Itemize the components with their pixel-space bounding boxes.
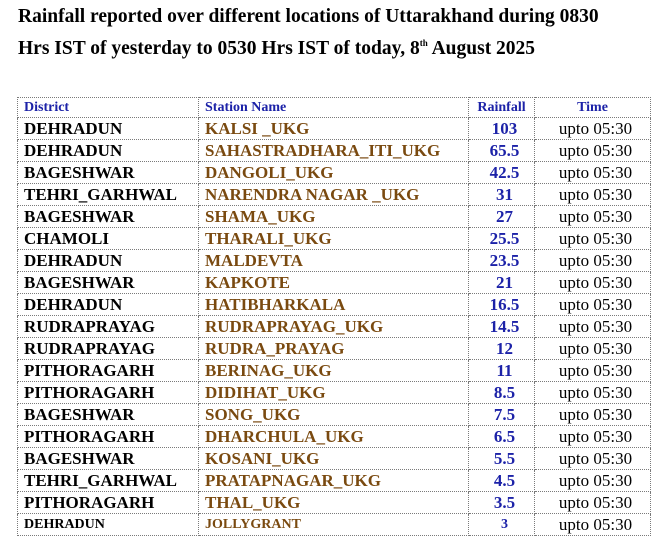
rainfall-cell: 12 xyxy=(469,338,535,360)
rainfall-cell: 3 xyxy=(469,514,535,536)
rainfall-cell: 42.5 xyxy=(469,162,535,184)
table-row xyxy=(18,250,651,272)
district-cell: TEHRI_GARHWAL xyxy=(18,470,199,492)
district-cell: BAGESHWAR xyxy=(18,162,199,184)
report-title xyxy=(18,4,599,62)
table-row xyxy=(18,492,651,514)
rainfall-cell: 4.5 xyxy=(469,470,535,492)
rainfall-cell: 65.5 xyxy=(469,140,535,162)
rainfall-table xyxy=(17,97,651,536)
table-body xyxy=(18,118,651,536)
table-row xyxy=(18,206,651,228)
table-row xyxy=(18,426,651,448)
district-cell: PITHORAGARH xyxy=(18,426,199,448)
title-line-2 xyxy=(18,30,599,62)
rainfall-cell: 16.5 xyxy=(469,294,535,316)
table-row xyxy=(18,382,651,404)
table-row xyxy=(18,162,651,184)
rainfall-cell: 14.5 xyxy=(469,316,535,338)
rainfall-cell: 5.5 xyxy=(469,448,535,470)
district-cell: RUDRAPRAYAG xyxy=(18,316,199,338)
district-cell: CHAMOLI xyxy=(18,228,199,250)
rainfall-cell: 31 xyxy=(469,184,535,206)
table-row xyxy=(18,118,651,140)
district-cell: PITHORAGARH xyxy=(18,360,199,382)
rainfall-cell: 103 xyxy=(469,118,535,140)
time-cell: upto 05:30 xyxy=(535,448,651,470)
rainfall-cell: 6.5 xyxy=(469,426,535,448)
time-cell: upto 05:30 xyxy=(535,228,651,250)
table-row xyxy=(18,316,651,338)
district-cell: BAGESHWAR xyxy=(18,206,199,228)
time-cell: upto 05:30 xyxy=(535,382,651,404)
time-cell: upto 05:30 xyxy=(535,118,651,140)
table-row xyxy=(18,140,651,162)
district-cell: DEHRADUN xyxy=(18,294,199,316)
table-row xyxy=(18,514,651,536)
station-cell: NARENDRA NAGAR _UKG xyxy=(199,184,469,206)
station-cell: SAHASTRADHARA_ITI_UKG xyxy=(199,140,469,162)
time-cell: upto 05:30 xyxy=(535,140,651,162)
rainfall-cell: 27 xyxy=(469,206,535,228)
district-cell: BAGESHWAR xyxy=(18,448,199,470)
time-cell: upto 05:30 xyxy=(535,360,651,382)
station-cell: BERINAG_UKG xyxy=(199,360,469,382)
district-cell: DEHRADUN xyxy=(18,250,199,272)
district-cell: TEHRI_GARHWAL xyxy=(18,184,199,206)
district-cell: BAGESHWAR xyxy=(18,272,199,294)
station-cell: PRATAPNAGAR_UKG xyxy=(199,470,469,492)
district-cell: PITHORAGARH xyxy=(18,492,199,514)
table-row xyxy=(18,228,651,250)
station-cell: SHAMA_UKG xyxy=(199,206,469,228)
station-cell: RUDRA_PRAYAG xyxy=(199,338,469,360)
table-row xyxy=(18,338,651,360)
table-row xyxy=(18,294,651,316)
district-cell: BAGESHWAR xyxy=(18,404,199,426)
table-row xyxy=(18,184,651,206)
station-cell: KALSI _UKG xyxy=(199,118,469,140)
header-district: District xyxy=(18,98,199,118)
district-cell: RUDRAPRAYAG xyxy=(18,338,199,360)
header-rainfall: Rainfall xyxy=(469,98,535,118)
time-cell: upto 05:30 xyxy=(535,316,651,338)
station-cell: DHARCHULA_UKG xyxy=(199,426,469,448)
time-cell: upto 05:30 xyxy=(535,294,651,316)
table-row xyxy=(18,470,651,492)
station-cell: KOSANI_UKG xyxy=(199,448,469,470)
station-cell: KAPKOTE xyxy=(199,272,469,294)
station-cell: HATIBHARKALA xyxy=(199,294,469,316)
time-cell: upto 05:30 xyxy=(535,426,651,448)
title-line-1: Rainfall reported over different locations of Uttarakhand during 0830 xyxy=(18,6,599,27)
title-line-2-end: August 2025 xyxy=(427,38,536,59)
district-cell: DEHRADUN xyxy=(18,140,199,162)
rainfall-cell: 11 xyxy=(469,360,535,382)
district-cell: DEHRADUN xyxy=(18,118,199,140)
table-row xyxy=(18,360,651,382)
header-station-name: Station Name xyxy=(199,98,469,118)
station-cell: THAL_UKG xyxy=(199,492,469,514)
table-row xyxy=(18,448,651,470)
district-cell: PITHORAGARH xyxy=(18,382,199,404)
station-cell: DANGOLI_UKG xyxy=(199,162,469,184)
time-cell: upto 05:30 xyxy=(535,338,651,360)
station-cell: RUDRAPRAYAG_UKG xyxy=(199,316,469,338)
header-time: Time xyxy=(535,98,651,118)
rainfall-cell: 21 xyxy=(469,272,535,294)
station-cell: THARALI_UKG xyxy=(199,228,469,250)
table-row xyxy=(18,272,651,294)
time-cell: upto 05:30 xyxy=(535,272,651,294)
time-cell: upto 05:30 xyxy=(535,492,651,514)
time-cell: upto 05:30 xyxy=(535,514,651,536)
table-row xyxy=(18,404,651,426)
district-cell: DEHRADUN xyxy=(18,514,199,536)
time-cell: upto 05:30 xyxy=(535,250,651,272)
time-cell: upto 05:30 xyxy=(535,162,651,184)
rainfall-cell: 7.5 xyxy=(469,404,535,426)
time-cell: upto 05:30 xyxy=(535,404,651,426)
rainfall-cell: 8.5 xyxy=(469,382,535,404)
station-cell: SONG_UKG xyxy=(199,404,469,426)
station-cell: JOLLYGRANT xyxy=(199,514,469,536)
time-cell: upto 05:30 xyxy=(535,470,651,492)
station-cell: MALDEVTA xyxy=(199,250,469,272)
table-header-row xyxy=(18,98,651,118)
time-cell: upto 05:30 xyxy=(535,206,651,228)
rainfall-cell: 23.5 xyxy=(469,250,535,272)
title-date-suffix: th xyxy=(419,38,428,48)
time-cell: upto 05:30 xyxy=(535,184,651,206)
rainfall-cell: 25.5 xyxy=(469,228,535,250)
station-cell: DIDIHAT_UKG xyxy=(199,382,469,404)
rainfall-cell: 3.5 xyxy=(469,492,535,514)
title-line-2-text: Hrs IST of yesterday to 0530 Hrs IST of today, 8 xyxy=(18,38,420,59)
